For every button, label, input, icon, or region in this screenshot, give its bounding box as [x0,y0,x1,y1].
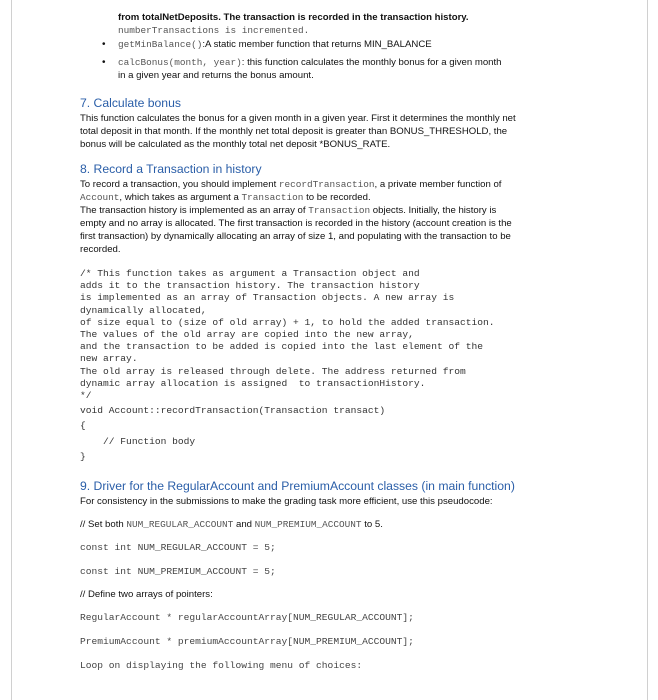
code-line: of size equal to (size of old array) + 1, to hold the added transaction. [80,316,495,328]
code-line: /* This function takes as argument a Transaction object and [80,268,420,279]
code-line: { [80,420,86,432]
bullet-calcbonus-cont: in a given year and returns the bonus amount. [118,70,314,81]
bullet-dot-icon: • [102,57,106,68]
code-line: adds it to the transaction history. The transaction history [80,280,420,292]
section-8-line-1: To record a transaction, you should implement recordTransaction, a private member function of [80,179,502,190]
section-8-line-5: first transaction) by dynamically allocating an array of size 1, and populating with the transaction to be [80,231,511,242]
set-line: // Set both NUM_REGULAR_ACCOUNT and NUM_PREMIUM_ACCOUNT to 5. [80,519,383,531]
bullet-text: : this function calculates the monthly bonus for a given month [241,57,502,68]
section-7-line-1: This function calculates the bonus for a given month in a given year. First it determines the monthly net [80,113,516,124]
section-7-body [80,112,580,151]
code-line: new array. [80,353,138,365]
define-line: // Define two arrays of pointers: [80,589,213,601]
code-line: } [80,450,86,462]
page-border-right [647,0,648,700]
section-9-intro: For consistency in the submissions to make the grading task more efficient, use this pseudocode: [80,496,493,508]
loop-line: Loop on displaying the following menu of choices: [80,660,363,672]
premium-array-line: PremiumAccount * premiumAccountArray[NUM_PREMIUM_ACCOUNT]; [80,636,414,648]
section-8-body [80,178,580,256]
code-line: is implemented as an array of Transaction objects. A new array is [80,292,455,304]
top-line-2: numberTransactions is incremented. [118,25,310,36]
bullet-calcbonus [80,56,580,69]
bullet-getminbalance [80,38,580,51]
bullet-code: calcBonus(month, year) [118,57,242,68]
bullet-code: getMinBalance() [118,39,203,50]
regular-array-line: RegularAccount * regularAccountArray[NUM_REGULAR_ACCOUNT]; [80,612,414,624]
const-premium: const int NUM_PREMIUM_ACCOUNT = 5; [80,566,276,578]
code-line: dynamically allocated, [80,304,207,316]
method-bullet-list [80,38,580,69]
top-line-1: from totalNetDeposits. The transaction is recorded in the transaction history. [118,12,469,23]
const-regular: const int NUM_REGULAR_ACCOUNT = 5; [80,542,276,554]
section-8-heading: 8. Record a Transaction in history [80,162,262,176]
code-line: // Function body [80,435,196,447]
section-9-heading: 9. Driver for the RegularAccount and PremiumAccount classes (in main function) [80,479,515,494]
page-border-left [11,0,12,700]
code-line: dynamic array allocation is assigned to transactionHistory. [80,377,426,389]
top-continuation [80,11,580,37]
bullet-dot-icon: • [102,39,106,50]
bullet-text: :A static member function that returns MIN_BALANCE [202,39,432,50]
section-8-line-2: Account, which takes as argument a Transaction to be recorded. [80,192,371,203]
code-line: The values of the old array are copied into the new array, [80,329,414,341]
code-block [80,268,580,463]
section-8-line-3: The transaction history is implemented as an array of Transaction objects. Initially, the history is [80,205,497,216]
code-line: and the transaction to be added is copied into the last element of the [80,341,484,353]
section-7-line-3: bonus will be calculated as the monthly total net deposit *BONUS_RATE. [80,139,391,150]
section-7-heading: 7. Calculate bonus [80,96,181,110]
section-8-line-4: empty and no array is allocated. The first transaction is recorded in the history (account creation is the [80,218,512,229]
code-line: The old array is released through delete. The address returned from [80,365,466,377]
code-line: */ [80,390,92,402]
section-8-line-6: recorded. [80,244,121,255]
code-line: void Account::recordTransaction(Transaction transact) [80,405,386,417]
document-page [80,8,580,672]
section-7-line-2: total deposit in that month. If the monthly net total deposit is greater than BONUS_THRESHOLD, the [80,126,508,137]
